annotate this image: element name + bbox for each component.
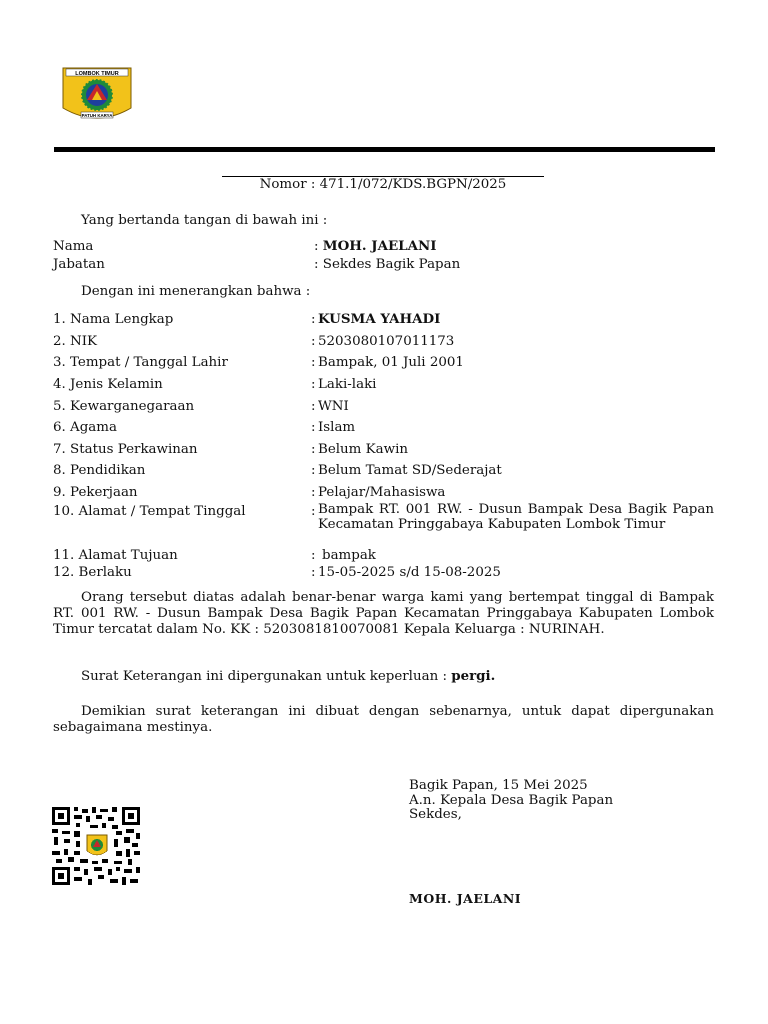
field-value: KUSMA YAHADI [318,311,441,327]
residency-paragraph: Orang tersebut diatas adalah benar-benar warga kami yang bertempat tinggal di Bampak RT. 001 RW. - Dusun Bampak Desa Bagik Papan Kecamatan Pringgabaya Kabupaten Lombok Timur tercatat dalam No. KK : 5203081810070081 Kepala Keluarga : NURINAH. [53,590,714,637]
logo-bottom-text: PATUH KARYA [81,112,113,118]
field-label: 9. Pekerjaan [53,485,138,500]
signer-name-row: : MOH. JAELANI [314,238,437,254]
field-value: Islam [318,420,356,435]
field-value: Laki-laki [318,377,377,392]
field-value: Belum Kawin [318,442,408,457]
closing-paragraph: Demikian surat keterangan ini dibuat dengan sebenarnya, untuk dapat dipergunakan sebagaimana mestinya. [53,704,714,735]
field-label: 1. Nama Lengkap [53,312,174,327]
field-colon: : [311,334,316,349]
field-label: 8. Pendidikan [53,463,146,478]
field-value: 15-05-2025 s/d 15-08-2025 [318,565,501,580]
field-value: Pelajar/Mahasiswa [318,485,446,500]
field-colon: : [311,377,316,392]
purpose-prefix: Surat Keterangan ini dipergunakan untuk keperluan : [81,669,447,684]
signature-position: Sekdes, [409,807,462,822]
qr-code [52,807,140,885]
field-value: WNI [318,399,349,414]
signature-place-date: Bagik Papan, 15 Mei 2025 [409,778,588,793]
field-colon: : [311,504,316,519]
field-label: 4. Jenis Kelamin [53,377,163,392]
field-label: 2. NIK [53,334,98,349]
field-value: Belum Tamat SD/Sederajat [318,463,502,478]
signer-position-row: : Sekdes Bagik Papan [314,257,461,272]
field-colon: : [311,399,316,414]
field-colon: : [311,442,316,457]
field-label: 7. Status Perkawinan [53,442,198,457]
field-colon: : [311,355,316,370]
statement-text: Dengan ini menerangkan bahwa : [81,284,311,299]
field-label: 5. Kewarganegaraan [53,399,195,414]
logo-top-text: LOMBOK TIMUR [75,70,119,77]
document-number: Nomor : 471.1/072/KDS.BGPN/2025 [259,177,507,192]
lombok-timur-emblem-logo [61,66,133,126]
field-label: 6. Agama [53,420,117,435]
signer-position-value: Sekdes Bagik Papan [322,257,461,272]
purpose-value: pergi. [451,668,496,684]
signer-position-label: Jabatan [53,257,105,272]
signer-name-value: MOH. JAELANI [322,238,437,254]
purpose-line [81,668,495,685]
signer-name-label: Nama [53,239,94,254]
field-value-address: Bampak RT. 001 RW. - Dusun Bampak Desa Bagik Papan Kecamatan Pringgabaya Kabupaten Lombok Timur [318,502,714,532]
field-colon: : [311,548,316,563]
field-value: 5203080107011173 [318,334,455,349]
field-colon: : [311,463,316,478]
field-value: Bampak, 01 Juli 2001 [318,355,464,370]
field-label: 3. Tempat / Tanggal Lahir [53,355,228,370]
signature-on-behalf: A.n. Kepala Desa Bagik Papan [409,793,614,808]
field-colon: : [311,312,316,327]
field-label: 12. Berlaku [53,565,132,580]
signature-name: MOH. JAELANI [409,891,522,906]
field-label: 11. Alamat Tujuan [53,548,178,563]
field-value: bampak [322,548,376,563]
field-label: 10. Alamat / Tempat Tinggal [53,504,246,519]
field-colon: : [311,485,316,500]
intro-text: Yang bertanda tangan di bawah ini : [81,213,328,228]
field-colon: : [311,565,316,580]
field-colon: : [311,420,316,435]
letterhead-divider [54,147,715,152]
